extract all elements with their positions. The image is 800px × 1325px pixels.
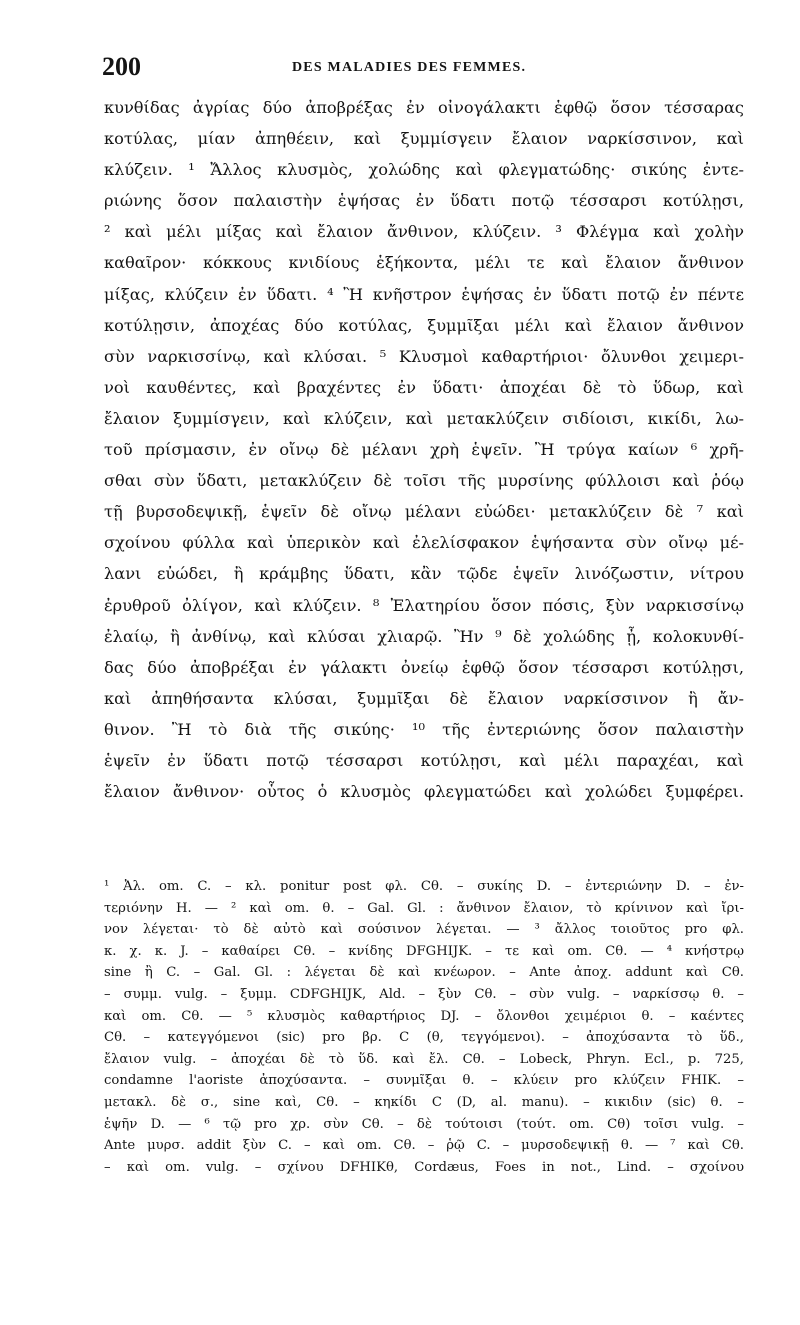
text-line: κοτύλῃσιν, ἀποχέας δύο κοτύλας, ξυμμῖξαι μέλι καὶ ἔλαιον ἄνθινον [104, 315, 744, 335]
footnote-line: Ante μυρσ. addit ξὺν C. – καὶ om. Cθ. – ῥῷ C. – μυρσοδεψικῇ θ. — ⁷ καὶ Cθ. [104, 1138, 744, 1154]
text-line: κοτύλας, μίαν ἀπηθέειν, καὶ ξυμμίσγειν ἔλαιον ναρκίσσινον, καὶ [104, 129, 744, 149]
text-line: ἑψεῖν ἐν ὕδατι ποτῷ τέσσαρσι κοτύλῃσι, καὶ μέλι παραχέαι, καὶ [104, 750, 744, 770]
text-line: σθαι σὺν ὕδατι, μετακλύζειν δὲ τοῖσι τῆς μυρσίνης φύλλοισι καὶ ῥόῳ [104, 471, 744, 491]
text-line: τοῦ πρίσμασιν, ἐν οἴνῳ δὲ μέλανι χρὴ ἑψεῖν. Ἢ τρύγα καίων ⁶ χρῆ- [104, 440, 744, 460]
page-header [102, 52, 740, 86]
text-line: κλύζειν. ¹ Ἄλλος κλυσμὸς, χολώδης καὶ φλεγματώδης· σικύης ἐντε- [104, 160, 744, 180]
text-line: νοὶ καυθέντες, καὶ βραχέντες ἐν ὕδατι· ἀποχέαι δὲ τὸ ὕδωρ, καὶ [104, 377, 744, 397]
footnote-line: νον λέγεται· τὸ δὲ αὐτὸ καὶ σούσινον λέγεται. — ³ ἄλλος τοιοῦτος pro φλ. [104, 922, 744, 938]
text-line: καὶ ἀπηθήσαντα κλύσαι, ξυμμῖξαι δὲ ἔλαιον ναρκίσσινον ἢ ἄν- [104, 688, 744, 708]
footnote-line: condamne l'aoriste ἀποχύσαντα. – συνμῖξαι θ. – κλύειν pro κλύζειν FHIK. – [104, 1073, 744, 1089]
footnote-line: τεριόνην H. — ² καὶ om. θ. – Gal. Gl. : ἄνθινον ἔλαιον, τὸ κρίνινον καὶ ἴρι- [104, 900, 744, 916]
text-line: μίξας, κλύζειν ἐν ὕδατι. ⁴ Ἢ κνῆστρον ἑψήσας ἐν ὕδατι ποτῷ ἐν πέντε [104, 284, 744, 304]
text-line: ἐλαίῳ, ἢ ἀνθίνῳ, καὶ κλύσαι χλιαρῷ. Ἢν ⁹ δὲ χολώδης ᾖ, κολοκυνθί- [104, 626, 744, 646]
text-line: κυνθίδας ἀγρίας δύο ἀποβρέξας ἐν οἰνογάλακτι ἑφθῷ ὅσον τέσσαρας [104, 98, 744, 117]
text-line: τῇ βυρσοδεψικῇ, ἑψεῖν δὲ οἴνῳ μέλανι εὐώδει· μετακλύζειν δὲ ⁷ καὶ [104, 502, 744, 522]
text-line: λανι εὐώδει, ἢ κράμβης ὕδατι, κἂν τῷδε ἑψεῖν λινόζωστιν, νίτρου [104, 564, 744, 584]
footnote-line: καὶ om. Cθ. — ⁵ κλυσμὸς καθαρτήριος DJ. – ὄλονθοι χειμέριοι θ. – καέντες [104, 1008, 744, 1024]
footnote-line: – συμμ. vulg. – ξυμμ. CDFGHIJK, Ald. – ξὺν Cθ. – σὺν vulg. – ναρκίσσῳ θ. – [104, 986, 744, 1002]
text-line: ² καὶ μέλι μίξας καὶ ἔλαιον ἄνθινον, κλύζειν. ³ Φλέγμα καὶ χολὴν [104, 222, 744, 242]
footnote-line: ἔλαιον vulg. – ἀποχέαι δὲ τὸ ὕδ. καὶ ἔλ. Cθ. – Lobeck, Phryn. Ecl., p. 725, [104, 1051, 744, 1067]
footnote-line: ¹ Ἀλ. om. C. – κλ. ponitur post φλ. Cθ. – συκίης D. – ἐντεριώνην D. – ἐν- [104, 879, 744, 894]
main-text [104, 92, 744, 840]
running-title: DES MALADIES DES FEMMES. [292, 60, 527, 75]
text-line: σὺν ναρκισσίνῳ, καὶ κλύσαι. ⁵ Κλυσμοὶ καθαρτήριοι· ὄλυνθοι χειμερι- [104, 346, 744, 366]
text-line: ἐρυθροῦ ὀλίγον, καὶ κλύζειν. ⁸ Ἐλατηρίου ὅσον πόσις, ξὺν ναρκισσίνῳ [104, 595, 744, 615]
text-line: δας δύο ἀποβρέξαι ἐν γάλακτι ὀνείῳ ἑφθῷ ὅσον τέσσαρσι κοτύλῃσι, [104, 657, 744, 677]
footnote-line: μετακλ. δὲ σ., sine καὶ, Cθ. – κηκίδι C (D, al. manu). – κικιδιν (sic) θ. – [104, 1094, 744, 1110]
text-line: ριώνης ὅσον παλαιστὴν ἑψήσας ἐν ὕδατι ποτῷ τέσσαρσι κοτύλῃσι, [104, 191, 744, 211]
text-line: καθαῖρον· κόκκους κνιδίους ἑξήκοντα, μέλι τε καὶ ἔλαιον ἄνθινον [104, 253, 744, 273]
footnote-line: – καὶ om. vulg. – σχίνου DFHIKθ, Cordæus, Foes in not., Lind. – σχοίνου [104, 1159, 744, 1175]
text-line: ἔλαιον ξυμμίσγειν, καὶ κλύζειν, καὶ μετακλύζειν σιδίοισι, κικίδι, λω- [104, 408, 744, 428]
text-line: θινον. Ἢ τὸ διὰ τῆς σικύης· ¹⁰ τῆς ἐντεριώνης ὅσον παλαιστὴν [104, 719, 744, 739]
text-line: ἔλαιον ἄνθινον· οὗτος ὁ κλυσμὸς φλεγματώδει καὶ χολώδει ξυμφέρει. [104, 782, 744, 802]
footnote-line: Cθ. – κατεγγόμενοι (sic) pro βρ. C (θ, τεγγόμενοι). – ἀποχύσαντα τὸ ὕδ., [104, 1030, 744, 1046]
text-line: σχοίνου φύλλα καὶ ὑπερικὸν καὶ ἐλελίσφακον ἑψήσαντα σὺν οἴνῳ μέ- [104, 533, 744, 553]
footnotes [104, 876, 744, 1236]
footnote-line: κ. χ. κ. J. – καθαίρει Cθ. – κνίδης DFGHIJK. – τε καὶ om. Cθ. — ⁴ κνήστρῳ [104, 943, 744, 959]
page-number: 200 [102, 52, 141, 81]
footnote-line: ἑψῆν D. — ⁶ τῷ pro χρ. σὺν Cθ. – δὲ τούτοισι (τούτ. om. Cθ) τοῖσι vulg. – [104, 1116, 744, 1132]
footnote-line: sine ἢ C. – Gal. Gl. : λέγεται δὲ καὶ κνέωρον. – Ante ἀποχ. addunt καὶ Cθ. [104, 965, 744, 981]
